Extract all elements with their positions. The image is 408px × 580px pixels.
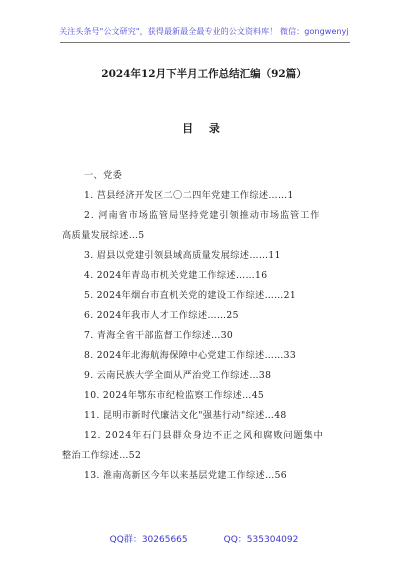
toc-entry[interactable]: 5. 2024年烟台市直机关党的建设工作综述……21 <box>84 290 297 301</box>
toc-entry[interactable]: 10. 2024年鄂东市纪检监察工作综述…45 <box>84 390 265 401</box>
toc-entry[interactable]: 7. 青海全省干部监督工作综述…30 <box>84 330 234 341</box>
toc-entry-continuation[interactable]: 整治工作综述…52 <box>62 450 142 461</box>
toc-entry[interactable]: 9. 云南民族大学全面从严治党工作综述…38 <box>84 370 272 381</box>
qq-number: QQ：535304092 <box>223 535 299 545</box>
toc-entry[interactable]: 12. 2024年石门县群众身边不正之风和腐败问题集中 <box>84 430 324 441</box>
table-of-contents <box>62 166 352 486</box>
toc-entry-continuation[interactable]: 高质量发展综述…5 <box>62 230 145 241</box>
toc-entry[interactable]: 8. 2024年北海航海保障中心党建工作综述……33 <box>84 350 297 361</box>
toc-section-heading: 一、党委 <box>84 170 123 181</box>
qq-group-number: QQ群：30265665 <box>109 535 188 545</box>
document-title: 2024年12月下半月工作总结汇编（92篇） <box>101 68 307 80</box>
toc-entry[interactable]: 13. 淮南高新区今年以来基层党建工作综述…56 <box>84 470 287 481</box>
header-promo-note: 关注头条号"公文研究"，获得最新最全最专业的公文资料库！ 微信：gongwenyj <box>59 27 349 36</box>
toc-entry[interactable]: 3. 眉县以党建引领县域高质量发展综述……11 <box>84 250 281 261</box>
toc-entry[interactable]: 1. 莒县经济开发区二〇二四年党建工作综述……1 <box>84 190 294 201</box>
toc-entry[interactable]: 11. 昆明市新时代廉洁文化"强基行动"综述…48 <box>84 410 287 421</box>
header-divider <box>60 42 350 43</box>
toc-entry[interactable]: 2. 河南省市场监管局坚持党建引领推动市场监管工作 <box>84 210 321 221</box>
toc-entry[interactable]: 6. 2024年我市人才工作综述……25 <box>84 310 239 321</box>
toc-heading: 目 录 <box>182 122 226 135</box>
footer-contact <box>0 532 408 545</box>
toc-entry[interactable]: 4. 2024年青岛市机关党建工作综述……16 <box>84 270 268 281</box>
